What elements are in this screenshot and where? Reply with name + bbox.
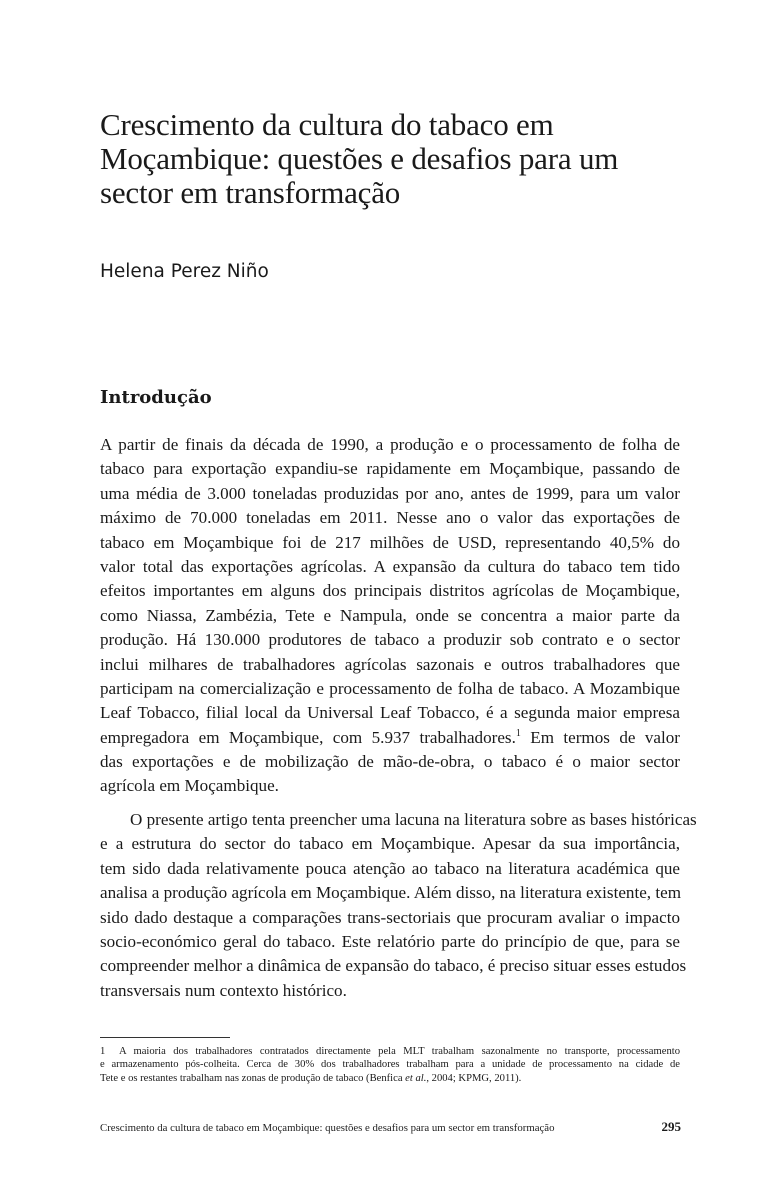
text-segment: empregadora em Moçambique, com 5.937 trabalhadores. [100, 727, 516, 747]
running-footer: Crescimento da cultura de tabaco em Moçambique: questões e desafios para um sector em transformação [100, 1122, 555, 1134]
title-line: Crescimento da cultura do tabaco em [100, 107, 554, 142]
text-line: máximo de 70.000 toneladas em 2011. Nesse ano o valor das exportações de [100, 508, 680, 528]
text-line: tem sido dada relativamente pouca atenção ao tabaco na literatura académica que [100, 858, 680, 878]
section-heading: Introdução [100, 387, 212, 408]
article-title [100, 108, 700, 210]
text-line: das exportações e de mobilização de mão-de-obra, o tabaco é o maior sector [100, 752, 680, 772]
footnote-text: , 2004; KPMG, 2011). [426, 1072, 522, 1084]
footnote-text: A maioria dos trabalhadores contratados directamente pela MLT trabalham sazonalmente no transporte, processamento [119, 1046, 680, 1057]
text-line: agrícola em Moçambique. [100, 776, 279, 796]
text-line-with-footnote [100, 726, 680, 750]
text-line: compreender melhor a dinâmica de expansão do tabaco, é preciso situar esses estudos [100, 956, 687, 976]
text-line: A partir de finais da década de 1990, a produção e o processamento de folha de [100, 435, 680, 454]
text-line: inclui milhares de trabalhadores agrícolas sazonais e outros trabalhadores que [100, 654, 680, 674]
author-name: Helena Perez Niño [100, 261, 269, 282]
title-line: Moçambique: questões e desafios para um [100, 141, 619, 176]
text-line: valor total das exportações agrícolas. A expansão da cultura do tabaco tem tido [100, 556, 680, 576]
text-line: e a estrutura do sector do tabaco em Moçambique. Apesar da sua importância, [100, 834, 680, 854]
text-line: O presente artigo tenta preencher uma lacuna na literatura sobre as bases históricas [130, 810, 697, 829]
footnote-text: Tete e os restantes trabalham nas zonas de produção de tabaco (Benfica [100, 1072, 406, 1084]
text-line: tabaco em Moçambique foi de 217 milhões de USD, representando 40,5% do [100, 532, 680, 552]
text-line: tabaco para exportação expandiu-se rapidamente em Moçambique, passando de [100, 459, 680, 479]
footnote-reference[interactable]: 1 [515, 727, 521, 739]
text-segment: Em termos de valor [520, 727, 680, 747]
text-line: analisa a produção agrícola em Moçambique. Além disso, na literatura existente, tem [100, 883, 681, 903]
text-line: produção. Há 130.000 produtores de tabaco a produzir sob contrato e o sector [100, 630, 680, 650]
text-line: uma média de 3.000 toneladas produzidas por ano, antes de 1999, para um valor [100, 483, 680, 503]
footnote-italic: et al. [405, 1072, 427, 1084]
text-line: transversais num contexto histórico. [100, 980, 347, 1000]
text-line: sido dado destaque a comparações trans-sectoriais que procuram avaliar o impacto [100, 907, 680, 927]
text-line: socio-económico geral do tabaco. Este relatório parte do princípio de que, para se [100, 931, 680, 951]
footnote-line [100, 1045, 680, 1058]
page-number: 295 [661, 1119, 681, 1134]
text-line: como Niassa, Zambézia, Tete e Nampula, onde se concentra a maior parte da [100, 605, 680, 625]
footnote-line: e armazenamento pós-colheita. Cerca de 30% dos trabalhadores trabalham para a unidade de processamento na cidade de [100, 1059, 680, 1071]
footnote-number: 1 [100, 1046, 106, 1057]
text-line: Leaf Tobacco, filial local da Universal Leaf Tobacco, é a segunda maior empresa [100, 703, 680, 723]
paragraph-introduction [100, 433, 680, 799]
footnote-line [100, 1072, 680, 1085]
footnote [100, 1045, 680, 1085]
title-line: sector em transformação [100, 175, 401, 210]
footnote-divider [100, 1037, 230, 1038]
text-line: participam na comercialização e processamento de folha de tabaco. A Mozambique [100, 678, 680, 698]
text-line: efeitos importantes em alguns dos principais distritos agrícolas de Moçambique, [100, 581, 680, 601]
paragraph-purpose [100, 808, 697, 1003]
